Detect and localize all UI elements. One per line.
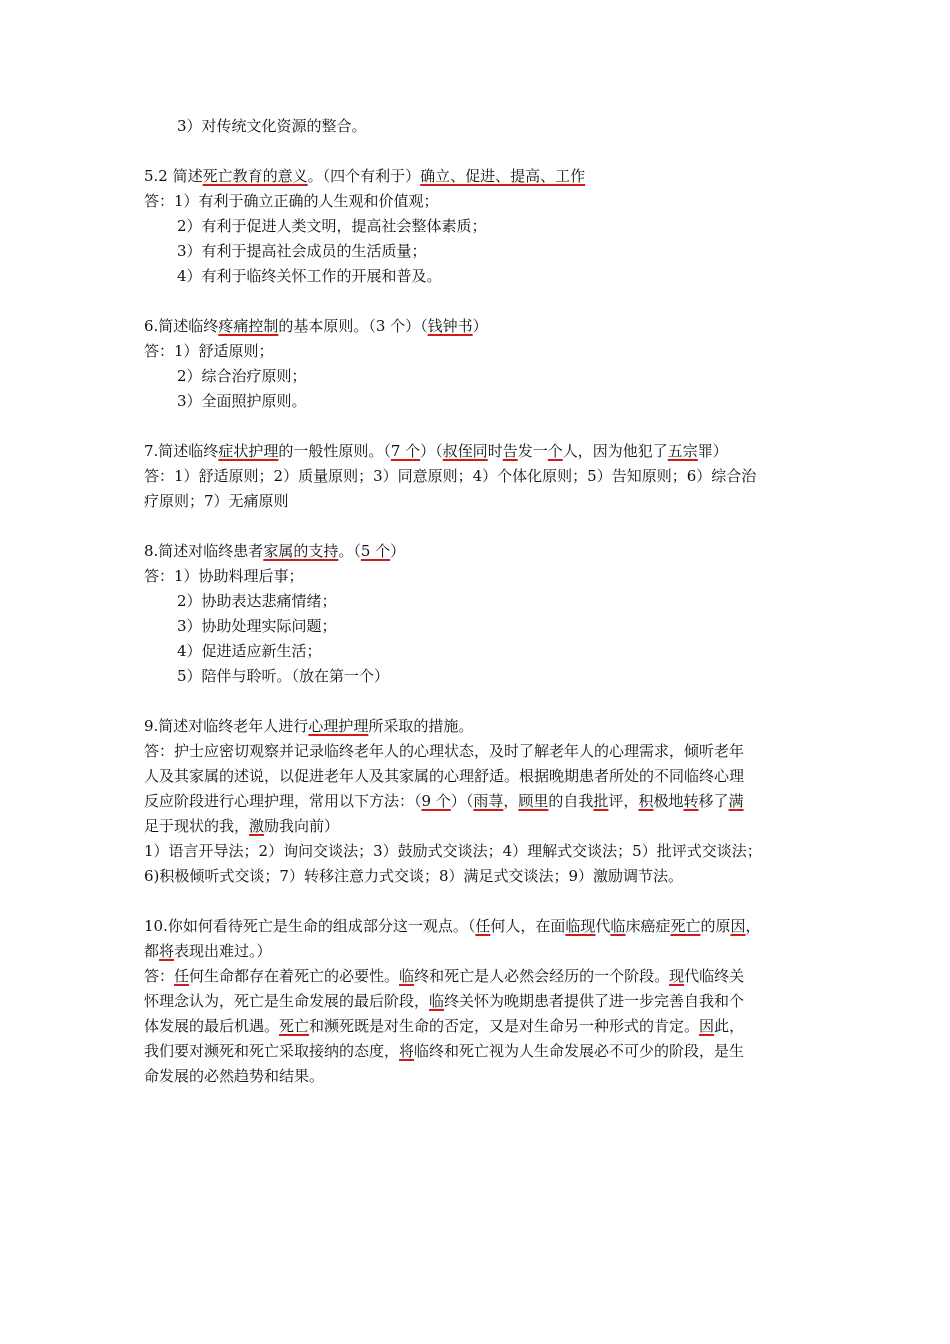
question-heading xyxy=(144,164,812,189)
underlined-keyword: 心理护理 xyxy=(308,717,369,735)
question-heading xyxy=(144,539,812,564)
answer-text: 的自我 xyxy=(548,792,594,810)
answer-text: 励我向前） xyxy=(264,817,340,835)
underlined-keyword: 死亡教育的意义 xyxy=(202,167,308,185)
answer-line: 答：1）舒适原则； xyxy=(144,342,274,360)
answer-line: 2）协助表达悲痛情绪； xyxy=(177,592,337,610)
question-text: ）（ xyxy=(420,442,443,460)
answer-line xyxy=(144,964,812,989)
question-heading xyxy=(144,439,812,464)
answer-line: 命发展的必然趋势和结果。 xyxy=(144,1067,325,1085)
question-heading xyxy=(144,314,812,339)
underlined-keyword: 临 xyxy=(610,917,626,935)
underlined-keyword: 转 xyxy=(683,792,699,810)
answer-line: 4）促进适应新生活； xyxy=(177,642,322,660)
underlined-keyword: 告 xyxy=(502,442,518,460)
underlined-keyword: 五宗 xyxy=(667,442,698,460)
answer-text: 怀理念认为，死亡是生命发展的最后阶段， xyxy=(144,992,430,1010)
underlined-keyword: 症状护理 xyxy=(218,442,279,460)
answer-text: 我们要对濒死和死亡采取接纳的态度， xyxy=(144,1042,400,1060)
question-text: 的原 xyxy=(700,917,731,935)
paragraph-gap xyxy=(144,289,812,314)
underlined-keyword: 钱钟书 xyxy=(427,317,473,335)
answer-text: 此， xyxy=(714,1017,745,1035)
answer-line: 6)积极倾听式交谈；7）转移注意力式交谈；8）满足式交谈法；9）激励调节法。 xyxy=(144,867,684,885)
answer-text: 极地 xyxy=(653,792,684,810)
underlined-keyword: 任 xyxy=(475,917,491,935)
underlined-keyword: 叔侄同 xyxy=(442,442,488,460)
answer-text: 临终和死亡视为人生命发展必不可少的阶段，是生 xyxy=(414,1042,745,1060)
question-text: 的基本原则。（3 个）（ xyxy=(278,317,428,335)
question-text: 都 xyxy=(144,942,160,960)
underlined-keyword: 临 xyxy=(399,967,415,985)
question-text: 表现出难过。） xyxy=(174,942,272,960)
question-heading xyxy=(144,939,812,964)
answer-text: 终关怀为晚期患者提供了进一步完善自我和个 xyxy=(444,992,745,1010)
question-text: 发一 xyxy=(517,442,548,460)
answer-line: 4）有利于临终关怀工作的开展和普及。 xyxy=(177,267,442,285)
paragraph-gap xyxy=(144,514,812,539)
underlined-keyword: 因 xyxy=(699,1017,715,1035)
underlined-keyword: 批 xyxy=(593,792,609,810)
underlined-keyword: 积 xyxy=(638,792,654,810)
question-text: ） xyxy=(390,542,406,560)
question-text: 时 xyxy=(487,442,503,460)
answer-line: 答：1）有利于确立正确的人生观和价值观； xyxy=(144,192,439,210)
question-text: 7.简述临终 xyxy=(144,442,219,460)
underlined-keyword: 满 xyxy=(728,792,744,810)
underlined-keyword: 7 个 xyxy=(390,442,421,460)
question-text: 。（ xyxy=(338,542,361,560)
paragraph-gap xyxy=(144,889,812,914)
underlined-keyword: 个 xyxy=(547,442,563,460)
underlined-keyword: 任 xyxy=(174,967,190,985)
answer-line: 2）有利于促进人类文明，提高社会整体素质； xyxy=(177,217,487,235)
answer-line: 3）有利于提高社会成员的生活质量； xyxy=(177,242,427,260)
answer-line xyxy=(144,1039,812,1064)
answer-line: 答：1）舒适原则；2）质量原则；3）同意原则；4）个体化原则；5）告知原则；6）综合治 xyxy=(144,467,757,485)
document-body xyxy=(144,114,812,1089)
answer-text: 评， xyxy=(608,792,639,810)
answer-text: 代临终关 xyxy=(684,967,745,985)
answer-text: 体发展的最后机遇。 xyxy=(144,1017,280,1035)
underlined-keyword: 疼痛控制 xyxy=(218,317,279,335)
question-text: 10.你如何看待死亡是生命的组成部分这一观点。（ xyxy=(144,917,476,935)
answer-line: 答：护士应密切观察并记录临终老年人的心理状态，及时了解老年人的心理需求，倾听老年 xyxy=(144,742,745,760)
underlined-keyword: 顾里 xyxy=(518,792,549,810)
question-text: 代 xyxy=(595,917,611,935)
question-text: 6.简述临终 xyxy=(144,317,219,335)
underlined-keyword: 临 xyxy=(429,992,445,1010)
underlined-keyword: 临现 xyxy=(565,917,596,935)
answer-line: 人及其家属的述说，以促进老年人及其家属的心理舒适。根据晚期患者所处的不同临终心理 xyxy=(144,767,745,785)
underlined-keyword: 将 xyxy=(399,1042,415,1060)
underlined-keyword: 家属的支持 xyxy=(263,542,339,560)
underlined-keyword: 死亡 xyxy=(670,917,701,935)
underlined-keyword: 确立、促进、提高、工作 xyxy=(420,167,586,185)
answer-line xyxy=(144,989,812,1014)
question-text: 罪） xyxy=(697,442,728,460)
answer-line xyxy=(144,789,812,814)
answer-text: 移了 xyxy=(698,792,729,810)
answer-line: 2）综合治疗原则； xyxy=(177,367,307,385)
answer-line: 3）全面照护原则。 xyxy=(177,392,307,410)
underlined-keyword: 现 xyxy=(669,967,685,985)
answer-text: ， xyxy=(503,792,519,810)
question-heading xyxy=(144,914,812,939)
answer-line: 疗原则；7）无痛原则 xyxy=(144,492,289,510)
answer-line: 答：1）协助料理后事； xyxy=(144,567,304,585)
answer-text: 足于现状的我， xyxy=(144,817,250,835)
question-text: 所采取的措施。 xyxy=(368,717,474,735)
underlined-keyword: 9 个 xyxy=(421,792,451,810)
question-heading xyxy=(144,714,812,739)
question-text: 8.简述对临终患者 xyxy=(144,542,264,560)
question-text: 。（四个有利于） xyxy=(307,167,421,185)
underlined-keyword: 激 xyxy=(249,817,265,835)
question-text: 何人，在面 xyxy=(490,917,566,935)
answer-text: 反应阶段进行心理护理，常用以下方法：（ xyxy=(144,792,422,810)
paragraph-gap xyxy=(144,414,812,439)
question-text: 5.2 简述 xyxy=(144,167,203,185)
answer-text: 何生命都存在着死亡的必要性。 xyxy=(189,967,400,985)
underlined-keyword: 因 xyxy=(730,917,746,935)
underlined-keyword: 将 xyxy=(159,942,175,960)
question-text: 人，因为他犯了 xyxy=(562,442,668,460)
answer-text: ）（ xyxy=(450,792,474,810)
list-item: 3）对传统文化资源的整合。 xyxy=(177,117,367,135)
answer-text: 答： xyxy=(144,967,175,985)
underlined-keyword: 5 个 xyxy=(360,542,391,560)
question-text: 床癌症 xyxy=(625,917,671,935)
paragraph-gap xyxy=(144,139,812,164)
answer-text: 终和死亡是人必然会经历的一个阶段。 xyxy=(414,967,670,985)
answer-line xyxy=(144,1014,812,1039)
answer-line xyxy=(144,814,812,839)
underlined-keyword: 死亡 xyxy=(279,1017,310,1035)
question-text: 9.简述对临终老年人进行 xyxy=(144,717,309,735)
question-text: ， xyxy=(745,917,761,935)
underlined-keyword: 雨荨 xyxy=(473,792,504,810)
answer-line: 1）语言开导法；2）询问交谈法；3）鼓励式交谈法；4）理解式交谈法；5）批评式交谈法； xyxy=(144,842,762,860)
paragraph-gap xyxy=(144,689,812,714)
answer-line: 5）陪伴与聆听。（放在第一个） xyxy=(177,667,390,685)
question-text: ） xyxy=(472,317,488,335)
answer-text: 和濒死既是对生命的否定，又是对生命另一种形式的肯定。 xyxy=(309,1017,700,1035)
question-text: 的一般性原则。（ xyxy=(278,442,391,460)
answer-line: 3）协助处理实际问题； xyxy=(177,617,337,635)
